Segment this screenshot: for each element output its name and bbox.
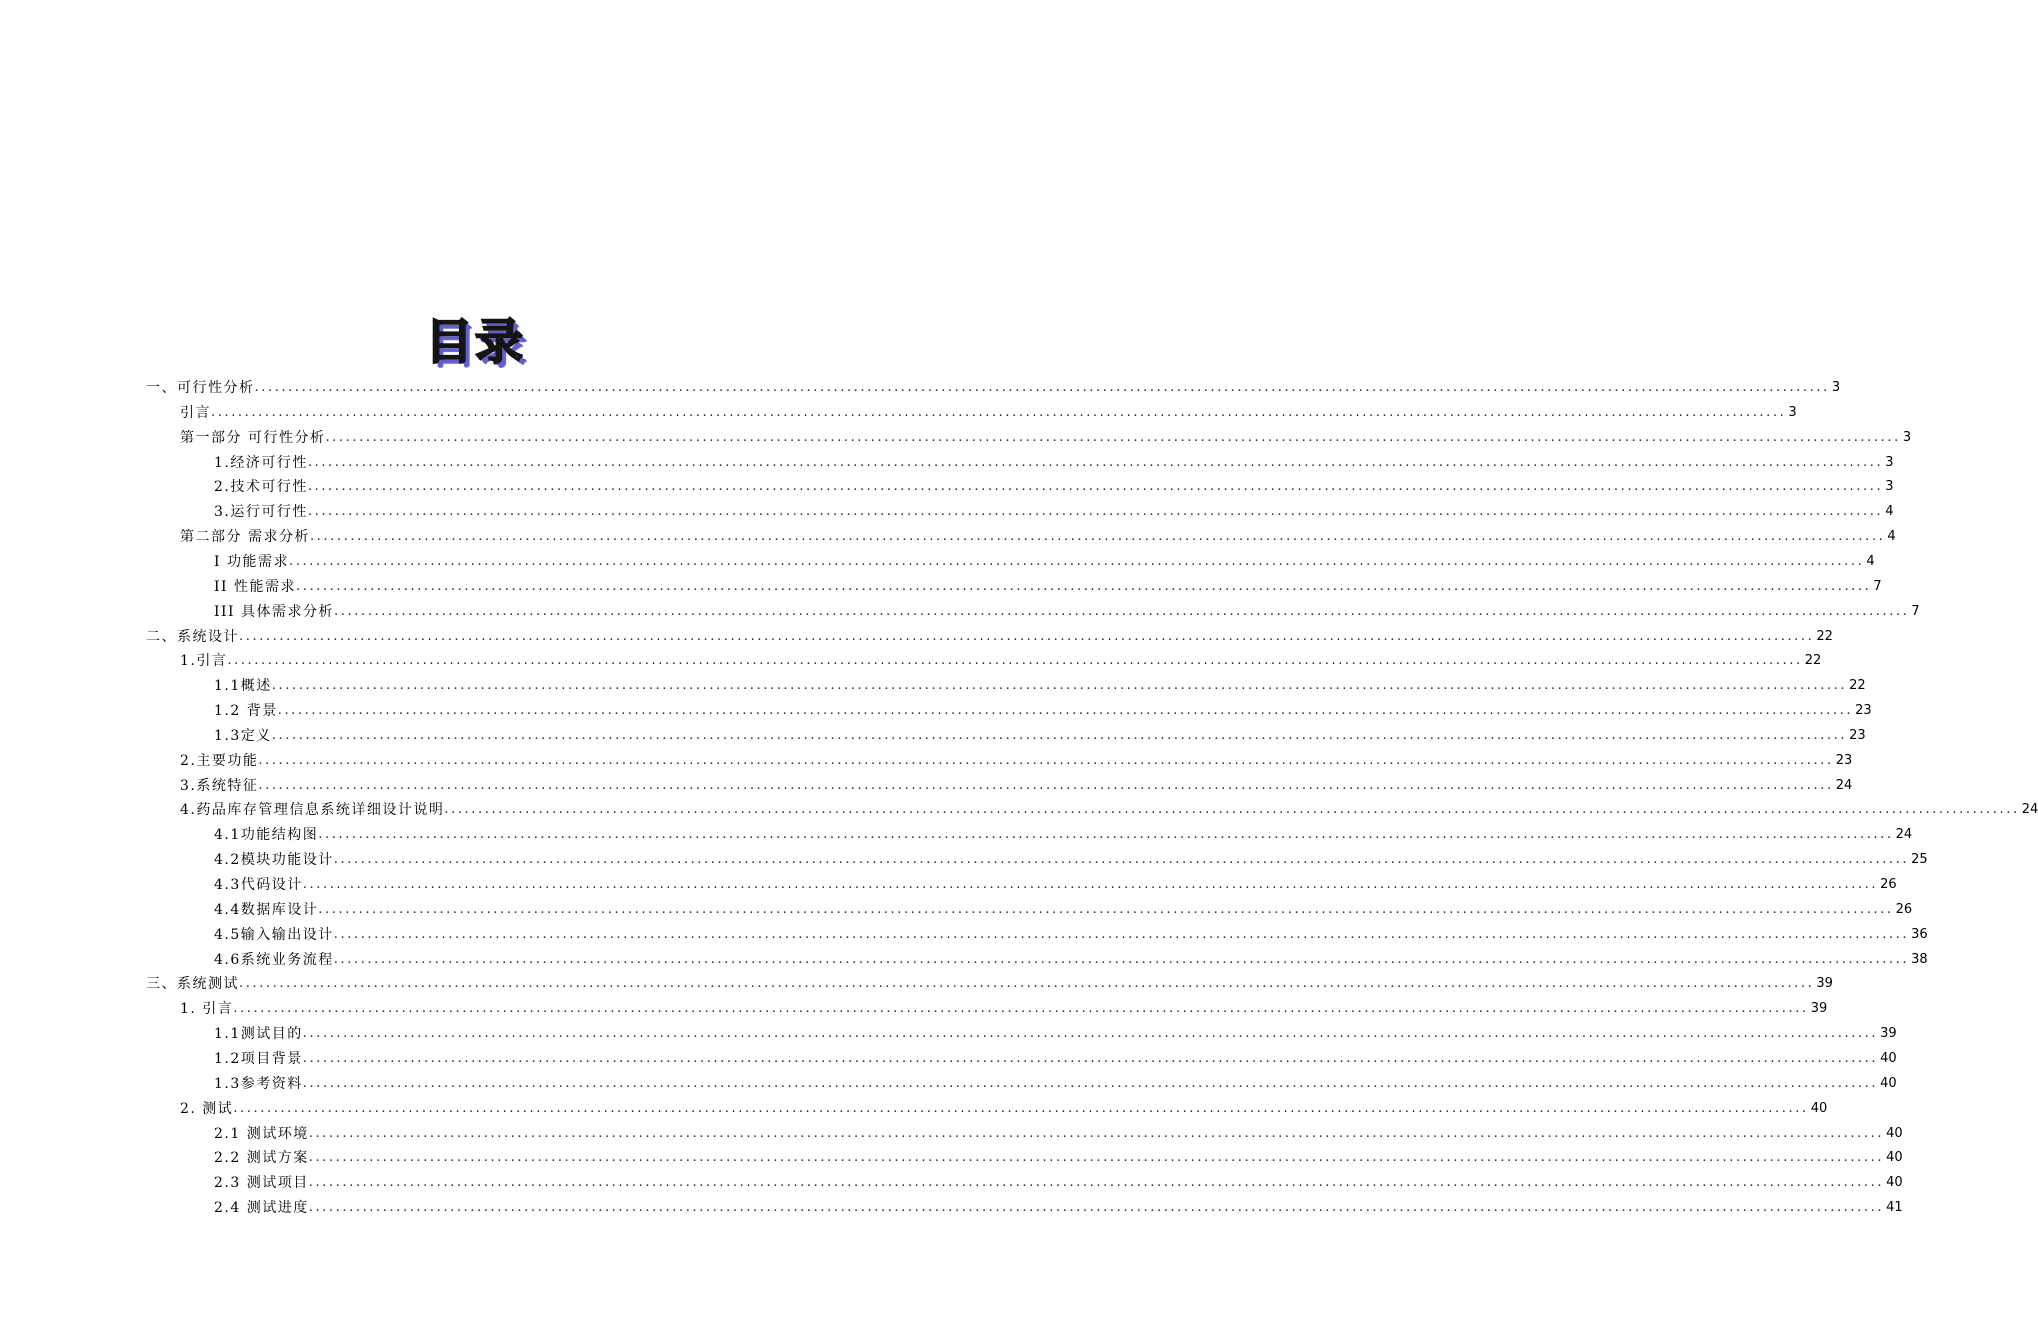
toc-entry-label: 一、可行性分析: [146, 380, 255, 396]
toc-page-number: 22: [1804, 653, 1822, 669]
toc-entry-label: 1.3参考资料: [214, 1075, 303, 1092]
toc-leader-dots: ..........................................................................................................................................................................................................................................: [333, 852, 1910, 868]
toc-entry[interactable]: [214, 1069, 1897, 1093]
toc-entry-label: 引言: [180, 404, 211, 421]
toc-leader-dots: ..........................................................................................................................................................................................................................................: [271, 727, 1848, 743]
toc-leader-dots: ..........................................................................................................................................................................................................................................: [333, 926, 1910, 942]
toc-page-number: 3: [1788, 404, 1797, 420]
toc-entry[interactable]: [180, 398, 1797, 422]
toc-page-number: 24: [2021, 802, 2038, 818]
toc-entry[interactable]: [214, 1044, 1897, 1068]
toc-entry-label: 三、系统测试: [146, 976, 239, 993]
toc-entry-label: 1. 引言: [180, 1001, 234, 1018]
toc-entry[interactable]: [214, 597, 1920, 621]
toc-entry-label: 1.1测试目的: [214, 1026, 303, 1043]
toc-leader-dots: ..........................................................................................................................................................................................................................................: [308, 1200, 1885, 1216]
toc-entry-label: III 具体需求分析: [214, 603, 335, 620]
toc-leader-dots: ..........................................................................................................................................................................................................................................: [296, 578, 1872, 594]
toc-page-number: 39: [1816, 976, 1833, 992]
toc-page-number: 22: [1849, 678, 1866, 694]
toc-page-number: 36: [1911, 926, 1928, 942]
toc-entry-label: 4.5输入输出设计: [214, 926, 334, 943]
toc-entry[interactable]: [214, 671, 1866, 695]
toc-page-number: 4: [1866, 553, 1875, 569]
toc-entry-label: 1.2项目背景: [214, 1050, 303, 1067]
toc-leader-dots: ..........................................................................................................................................................................................................................................: [308, 1175, 1885, 1191]
toc-entry[interactable]: [214, 572, 1882, 596]
toc-leader-dots: ..........................................................................................................................................................................................................................................: [233, 1100, 1809, 1116]
toc-page-number: 41: [1886, 1200, 1903, 1216]
toc-entry-label: 2.3 测试项目: [214, 1175, 309, 1192]
toc-leader-dots: ..........................................................................................................................................................................................................................................: [233, 1001, 1809, 1017]
toc-leader-dots: ..........................................................................................................................................................................................................................................: [334, 603, 1910, 619]
toc-entry-label: 2.技术可行性: [214, 479, 308, 496]
toc-page-number: 26: [1880, 877, 1897, 892]
toc-leader-dots: ..........................................................................................................................................................................................................................................: [254, 380, 1830, 395]
toc-entry-label: 第一部分 可行性分析: [180, 429, 326, 446]
toc-entry[interactable]: [214, 920, 1928, 944]
toc-leader-dots: ..........................................................................................................................................................................................................................................: [302, 877, 1879, 892]
toc-entry[interactable]: [146, 969, 1833, 993]
toc-entry[interactable]: [146, 373, 1841, 397]
toc-page-number: 3: [1885, 479, 1894, 495]
toc-page-number: 40: [1880, 1075, 1897, 1091]
page-title: 目录: [424, 314, 525, 370]
toc-leader-dots: ..........................................................................................................................................................................................................................................: [258, 777, 1834, 793]
toc-page-number: 25: [1911, 852, 1928, 868]
toc-entry[interactable]: [180, 1094, 1828, 1118]
toc-entry[interactable]: [214, 1143, 1903, 1167]
toc-entry[interactable]: [214, 497, 1894, 521]
toc-entry[interactable]: [214, 1168, 1903, 1192]
toc-entry-label: 1.1概述: [214, 678, 272, 695]
toc-page-number: 3: [1902, 429, 1912, 445]
toc-entry-label: 3.运行可行性: [214, 504, 308, 521]
toc-leader-dots: ..........................................................................................................................................................................................................................................: [309, 529, 1886, 545]
toc-leader-dots: ..........................................................................................................................................................................................................................................: [258, 752, 1834, 768]
toc-entry-label: 二、系统设计: [146, 628, 239, 645]
toc-leader-dots: ..........................................................................................................................................................................................................................................: [288, 553, 1865, 569]
toc-entry[interactable]: [180, 522, 1896, 546]
toc-page-number: 4: [1885, 504, 1894, 520]
toc-entry[interactable]: [180, 746, 1853, 770]
toc-entry-label: I 功能需求: [214, 553, 289, 570]
toc-entry[interactable]: [214, 820, 1913, 844]
toc-entry[interactable]: [180, 771, 1853, 795]
toc-entry-label: 3.系统特征: [180, 777, 259, 794]
toc-leader-dots: ..........................................................................................................................................................................................................................................: [271, 678, 1848, 694]
toc-page-number: 23: [1849, 727, 1866, 743]
toc-leader-dots: ..........................................................................................................................................................................................................................................: [302, 1050, 1879, 1066]
toc-page-number: 7: [1911, 603, 1920, 619]
toc-page-number: 26: [1895, 901, 1913, 917]
toc-leader-dots: ..........................................................................................................................................................................................................................................: [325, 429, 1901, 445]
toc-entry[interactable]: [146, 622, 1833, 646]
toc-leader-dots: ..........................................................................................................................................................................................................................................: [308, 1150, 1885, 1166]
toc-entry-label: 2.4 测试进度: [214, 1200, 309, 1217]
toc-leader-dots: ..........................................................................................................................................................................................................................................: [318, 901, 1894, 917]
toc-entry-label: 1.经济可行性: [214, 454, 308, 471]
toc-page-number: 4: [1887, 529, 1896, 545]
toc-page-number: 24: [1835, 777, 1853, 793]
toc-entry[interactable]: [180, 646, 1822, 670]
toc-page-number: 40: [1810, 1100, 1828, 1116]
toc-page-number: 40: [1886, 1150, 1903, 1166]
toc-entry-label: 1.引言: [180, 653, 228, 670]
toc-page-number: 24: [1895, 827, 1913, 843]
toc-page-number: 40: [1886, 1175, 1903, 1191]
toc-entry-label: 2.2 测试方案: [214, 1150, 309, 1167]
toc-entry-label: II 性能需求: [214, 578, 297, 595]
toc-entry-label: 1.3定义: [214, 727, 272, 744]
toc-leader-dots: ..........................................................................................................................................................................................................................................: [307, 479, 1884, 495]
toc-entry[interactable]: [214, 1193, 1903, 1217]
toc-entry-label: 4.2模块功能设计: [214, 852, 334, 869]
toc-entry-label: 4.1功能结构图: [214, 827, 319, 844]
toc-page-number: 39: [1810, 1001, 1828, 1017]
toc-entry[interactable]: [214, 696, 1872, 720]
toc-entry-label: 2.主要功能: [180, 752, 259, 769]
toc-leader-dots: ..........................................................................................................................................................................................................................................: [302, 1075, 1879, 1091]
toc-entry[interactable]: [214, 1119, 1903, 1143]
toc-leader-dots: ..........................................................................................................................................................................................................................................: [333, 951, 1910, 967]
toc-entry[interactable]: [214, 845, 1928, 869]
toc-leader-dots: ..........................................................................................................................................................................................................................................: [444, 802, 2020, 818]
toc-leader-dots: ..........................................................................................................................................................................................................................................: [227, 653, 1803, 669]
toc-entry[interactable]: [214, 448, 1894, 472]
toc-entry-label: 第二部分 需求分析: [180, 529, 310, 546]
toc-page-number: 22: [1816, 628, 1833, 644]
toc-entry[interactable]: [214, 870, 1897, 894]
toc-page-number: 40: [1880, 1050, 1897, 1066]
toc-entry-label: 4.4数据库设计: [214, 901, 319, 918]
toc-entry-label: 4.药品库存管理信息系统详细设计说明: [180, 802, 445, 819]
toc-leader-dots: ..........................................................................................................................................................................................................................................: [277, 703, 1854, 719]
toc-page-number: 3: [1831, 380, 1841, 395]
toc-entry-label: 2. 测试: [180, 1100, 234, 1117]
toc-leader-dots: ..........................................................................................................................................................................................................................................: [302, 1026, 1879, 1042]
toc-leader-dots: ..........................................................................................................................................................................................................................................: [308, 1125, 1885, 1141]
toc-page-number: 23: [1855, 703, 1872, 719]
toc-entry[interactable]: [214, 945, 1928, 969]
toc-leader-dots: ..........................................................................................................................................................................................................................................: [318, 827, 1894, 843]
toc-entry[interactable]: [180, 994, 1828, 1018]
toc-entry-label: 4.3代码设计: [214, 877, 303, 893]
toc-leader-dots: ..........................................................................................................................................................................................................................................: [307, 504, 1884, 520]
toc-page-number: 38: [1911, 951, 1928, 967]
toc-entry-label: 1.2 背景: [214, 703, 278, 720]
toc-leader-dots: ..........................................................................................................................................................................................................................................: [307, 454, 1884, 470]
toc-entry[interactable]: [214, 1019, 1897, 1043]
toc-page-number: 40: [1886, 1125, 1903, 1141]
toc-page-number: 39: [1880, 1026, 1897, 1042]
toc-entry[interactable]: [214, 721, 1866, 745]
toc-entry[interactable]: [214, 895, 1913, 919]
toc-entry[interactable]: [180, 423, 1912, 447]
toc-page-number: 23: [1835, 752, 1853, 768]
toc-leader-dots: ..........................................................................................................................................................................................................................................: [211, 404, 1787, 420]
toc-entry-label: 2.1 测试环境: [214, 1125, 309, 1142]
toc-entry-label: 4.6系统业务流程: [214, 951, 334, 968]
toc-entry[interactable]: [214, 472, 1894, 496]
toc-page-number: 7: [1873, 578, 1882, 594]
toc-page-number: 3: [1885, 454, 1894, 470]
toc-entry[interactable]: [214, 547, 1875, 571]
toc-entry[interactable]: [180, 795, 2038, 819]
toc-leader-dots: ..........................................................................................................................................................................................................................................: [239, 976, 1815, 992]
toc-leader-dots: ..........................................................................................................................................................................................................................................: [239, 628, 1815, 644]
